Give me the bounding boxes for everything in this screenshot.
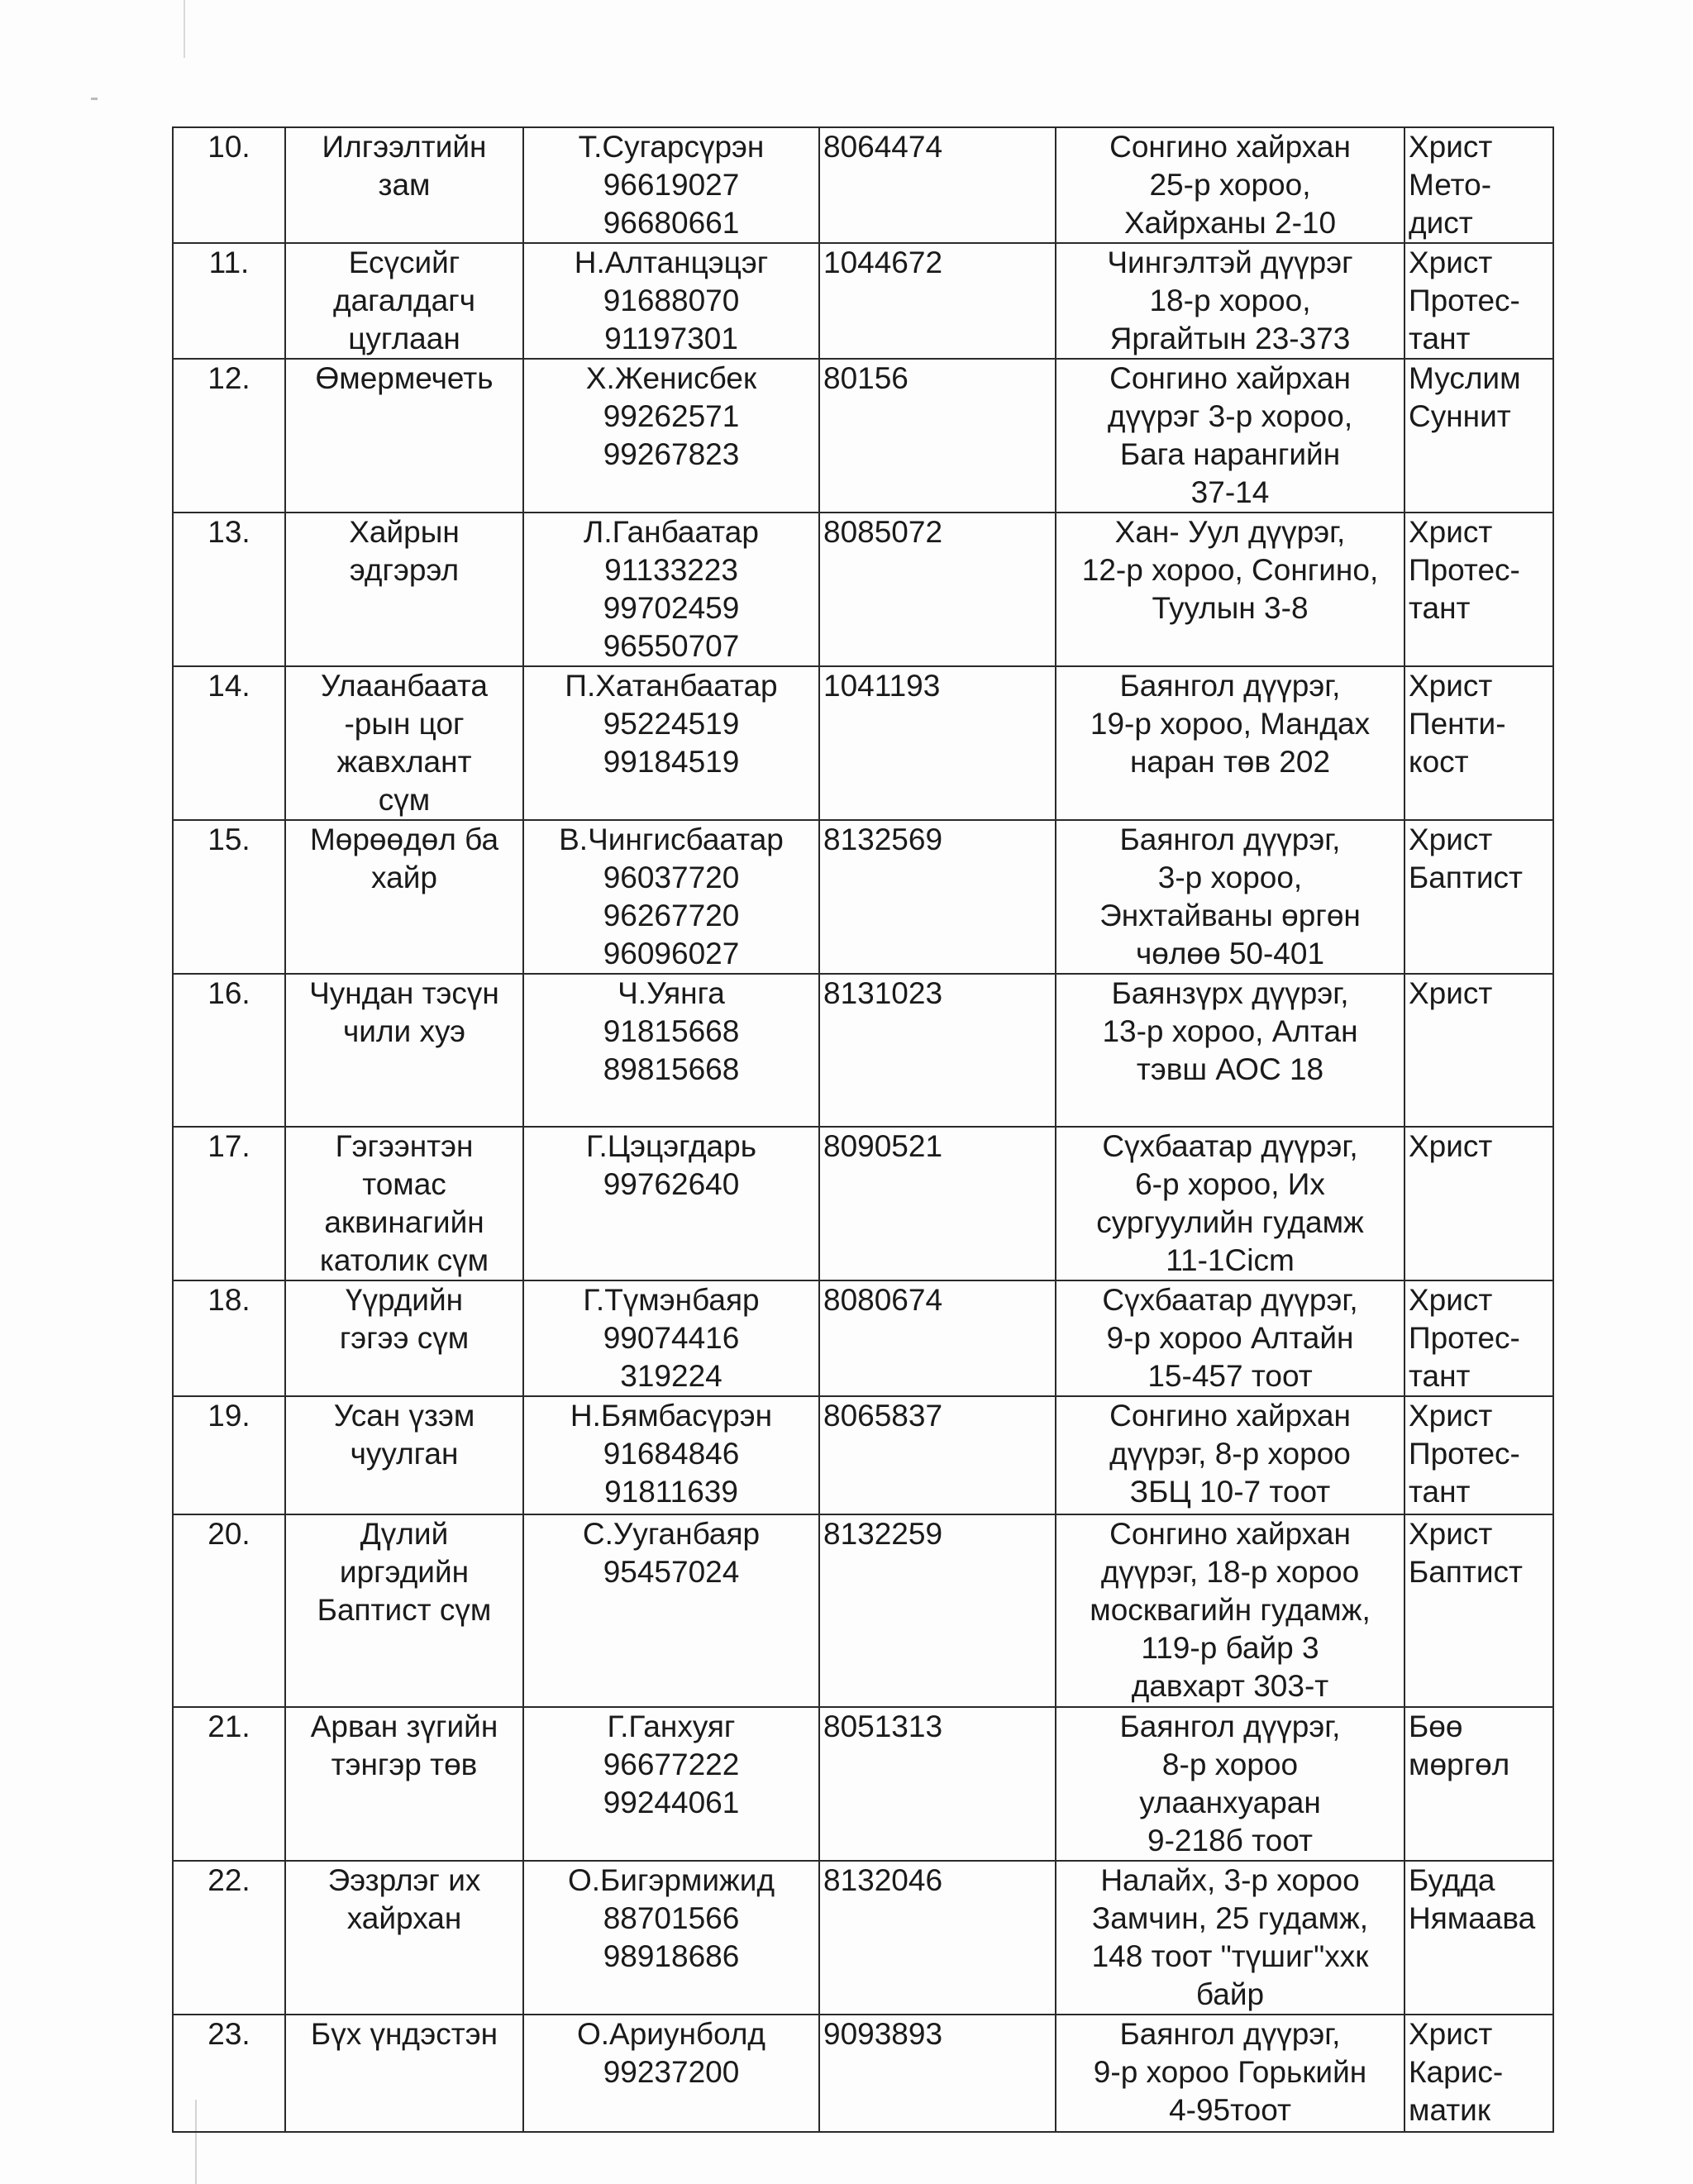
row-number: 14.	[173, 666, 285, 820]
organization-name: Үүрдийн гэгээ сүм	[285, 1280, 523, 1396]
row-number: 15.	[173, 820, 285, 974]
row-number: 20.	[173, 1514, 285, 1707]
organization-name: Чундан тэсүн чили хуэ	[285, 974, 523, 1127]
contact-person: О.Бигэрмижид 88701566 98918686	[523, 1861, 819, 2015]
organization-name: Улаанбаата -рын цог жавхлант сүм	[285, 666, 523, 820]
registration-number: 9093893	[819, 2015, 1056, 2132]
table-row	[173, 359, 1553, 513]
contact-person: Т.Сугарсүрэн 96619027 96680661	[523, 127, 819, 243]
contact-person: О.Ариунболд 99237200	[523, 2015, 819, 2132]
religion: Христ	[1404, 1127, 1553, 1280]
address: Сонгино хайрхан дүүрэг, 18-р хороо москвагийн гудамж, 119-р байр 3 давхарт 303-т	[1056, 1514, 1404, 1707]
organization-name: Өмермечеть	[285, 359, 523, 513]
contact-person: Н.Бямбасүрэн 91684846 91811639	[523, 1396, 819, 1514]
contact-person: Ч.Уянга 91815668 89815668	[523, 974, 819, 1127]
scan-artifact-dot	[91, 98, 98, 100]
religion: Христ Мето- дист	[1404, 127, 1553, 243]
address: Баянгол дүүрэг, 19-р хороо, Мандах наран төв 202	[1056, 666, 1404, 820]
organization-name: Ээзрлэг их хайрхан	[285, 1861, 523, 2015]
organization-registry-table	[172, 126, 1554, 2133]
address: Сүхбаатар дүүрэг, 6-р хороо, Их сургуулийн гудамж 11-1Сiсm	[1056, 1127, 1404, 1280]
table-row	[173, 1707, 1553, 1861]
table-row	[173, 1280, 1553, 1396]
religion: Христ Баптист	[1404, 1514, 1553, 1707]
registration-number: 8080674	[819, 1280, 1056, 1396]
religion: Христ Протес- тант	[1404, 243, 1553, 359]
organization-name: Илгээлтийн зам	[285, 127, 523, 243]
table-row	[173, 243, 1553, 359]
registration-number: 80156	[819, 359, 1056, 513]
organization-name: Гэгээнтэн томас аквинагийн католик сүм	[285, 1127, 523, 1280]
row-number: 23.	[173, 2015, 285, 2132]
table-row	[173, 1861, 1553, 2015]
organization-name: Бүх үндэстэн	[285, 2015, 523, 2132]
registration-number: 8090521	[819, 1127, 1056, 1280]
organization-name: Усан үзэм чуулган	[285, 1396, 523, 1514]
address: Баянзүрх дүүрэг, 13-р хороо, Алтан тэвш АОС 18	[1056, 974, 1404, 1127]
table-row	[173, 1514, 1553, 1707]
row-number: 22.	[173, 1861, 285, 2015]
row-number: 16.	[173, 974, 285, 1127]
registration-number: 8051313	[819, 1707, 1056, 1861]
contact-person: Х.Женисбек 99262571 99267823	[523, 359, 819, 513]
address: Чингэлтэй дүүрэг 18-р хороо, Яргайтын 23-373	[1056, 243, 1404, 359]
row-number: 21.	[173, 1707, 285, 1861]
registration-number: 8132569	[819, 820, 1056, 974]
address: Налайх, 3-р хороо Замчин, 25 гудамж, 148 тоот "түшиг"ххк байр	[1056, 1861, 1404, 2015]
address: Сонгино хайрхан дүүрэг, 8-р хороо ЗБЦ 10-7 тоот	[1056, 1396, 1404, 1514]
organization-name: Мөрөөдөл ба хайр	[285, 820, 523, 974]
registration-number: 8132046	[819, 1861, 1056, 2015]
religion: Муслим Суннит	[1404, 359, 1553, 513]
table-row	[173, 2015, 1553, 2132]
religion: Христ Карис- матик	[1404, 2015, 1553, 2132]
address: Баянгол дүүрэг, 8-р хороо улаанхуаран 9-218б тоот	[1056, 1707, 1404, 1861]
organization-name: Арван зүгийн тэнгэр төв	[285, 1707, 523, 1861]
row-number: 17.	[173, 1127, 285, 1280]
registration-number: 1044672	[819, 243, 1056, 359]
contact-person: С.Ууганбаяр 95457024	[523, 1514, 819, 1707]
address: Баянгол дүүрэг, 9-р хороо Горькийн 4-95тоот	[1056, 2015, 1404, 2132]
registration-number: 8132259	[819, 1514, 1056, 1707]
organization-name: Дүлий иргэдийн Баптист сүм	[285, 1514, 523, 1707]
religion: Христ Протес- тант	[1404, 1396, 1553, 1514]
table-row	[173, 974, 1553, 1127]
address: Сонгино хайрхан дүүрэг 3-р хороо, Бага нарангийн 37-14	[1056, 359, 1404, 513]
religion: Христ Пенти- кост	[1404, 666, 1553, 820]
organization-name: Есүсийг дагалдагч цуглаан	[285, 243, 523, 359]
religion: Будда Нямаава	[1404, 1861, 1553, 2015]
contact-person: В.Чингисбаатар 96037720 96267720 96096027	[523, 820, 819, 974]
organization-name: Хайрын эдгэрэл	[285, 513, 523, 666]
address: Сүхбаатар дүүрэг, 9-р хороо Алтайн 15-457 тоот	[1056, 1280, 1404, 1396]
row-number: 18.	[173, 1280, 285, 1396]
row-number: 11.	[173, 243, 285, 359]
registration-number: 1041193	[819, 666, 1056, 820]
address: Хан- Уул дүүрэг, 12-р хороо, Сонгино, Туулын 3-8	[1056, 513, 1404, 666]
table-row	[173, 127, 1553, 243]
address: Баянгол дүүрэг, 3-р хороо, Энхтайваны өргөн чөлөө 50-401	[1056, 820, 1404, 974]
religion: Христ Протес- тант	[1404, 1280, 1553, 1396]
contact-person: П.Хатанбаатар 95224519 99184519	[523, 666, 819, 820]
religion: Христ Протес- тант	[1404, 513, 1553, 666]
registration-number: 8085072	[819, 513, 1056, 666]
table-row	[173, 1127, 1553, 1280]
address: Сонгино хайрхан 25-р хороо, Хайрханы 2-10	[1056, 127, 1404, 243]
row-number: 13.	[173, 513, 285, 666]
row-number: 12.	[173, 359, 285, 513]
registration-number: 8065837	[819, 1396, 1056, 1514]
table-row	[173, 666, 1553, 820]
contact-person: Г.Ганхуяг 96677222 99244061	[523, 1707, 819, 1861]
contact-person: Г.Цэцэгдарь 99762640	[523, 1127, 819, 1280]
religion: Христ	[1404, 974, 1553, 1127]
row-number: 10.	[173, 127, 285, 243]
registration-number: 8064474	[819, 127, 1056, 243]
registration-number: 8131023	[819, 974, 1056, 1127]
contact-person: Л.Ганбаатар 91133223 99702459 96550707	[523, 513, 819, 666]
table-row	[173, 513, 1553, 666]
table-row	[173, 1396, 1553, 1514]
table-row	[173, 820, 1553, 974]
religion: Бөө мөргөл	[1404, 1707, 1553, 1861]
contact-person: Н.Алтанцэцэг 91688070 91197301	[523, 243, 819, 359]
row-number: 19.	[173, 1396, 285, 1514]
scan-artifact-line	[184, 0, 185, 58]
religion: Христ Баптист	[1404, 820, 1553, 974]
contact-person: Г.Түмэнбаяр 99074416 319224	[523, 1280, 819, 1396]
